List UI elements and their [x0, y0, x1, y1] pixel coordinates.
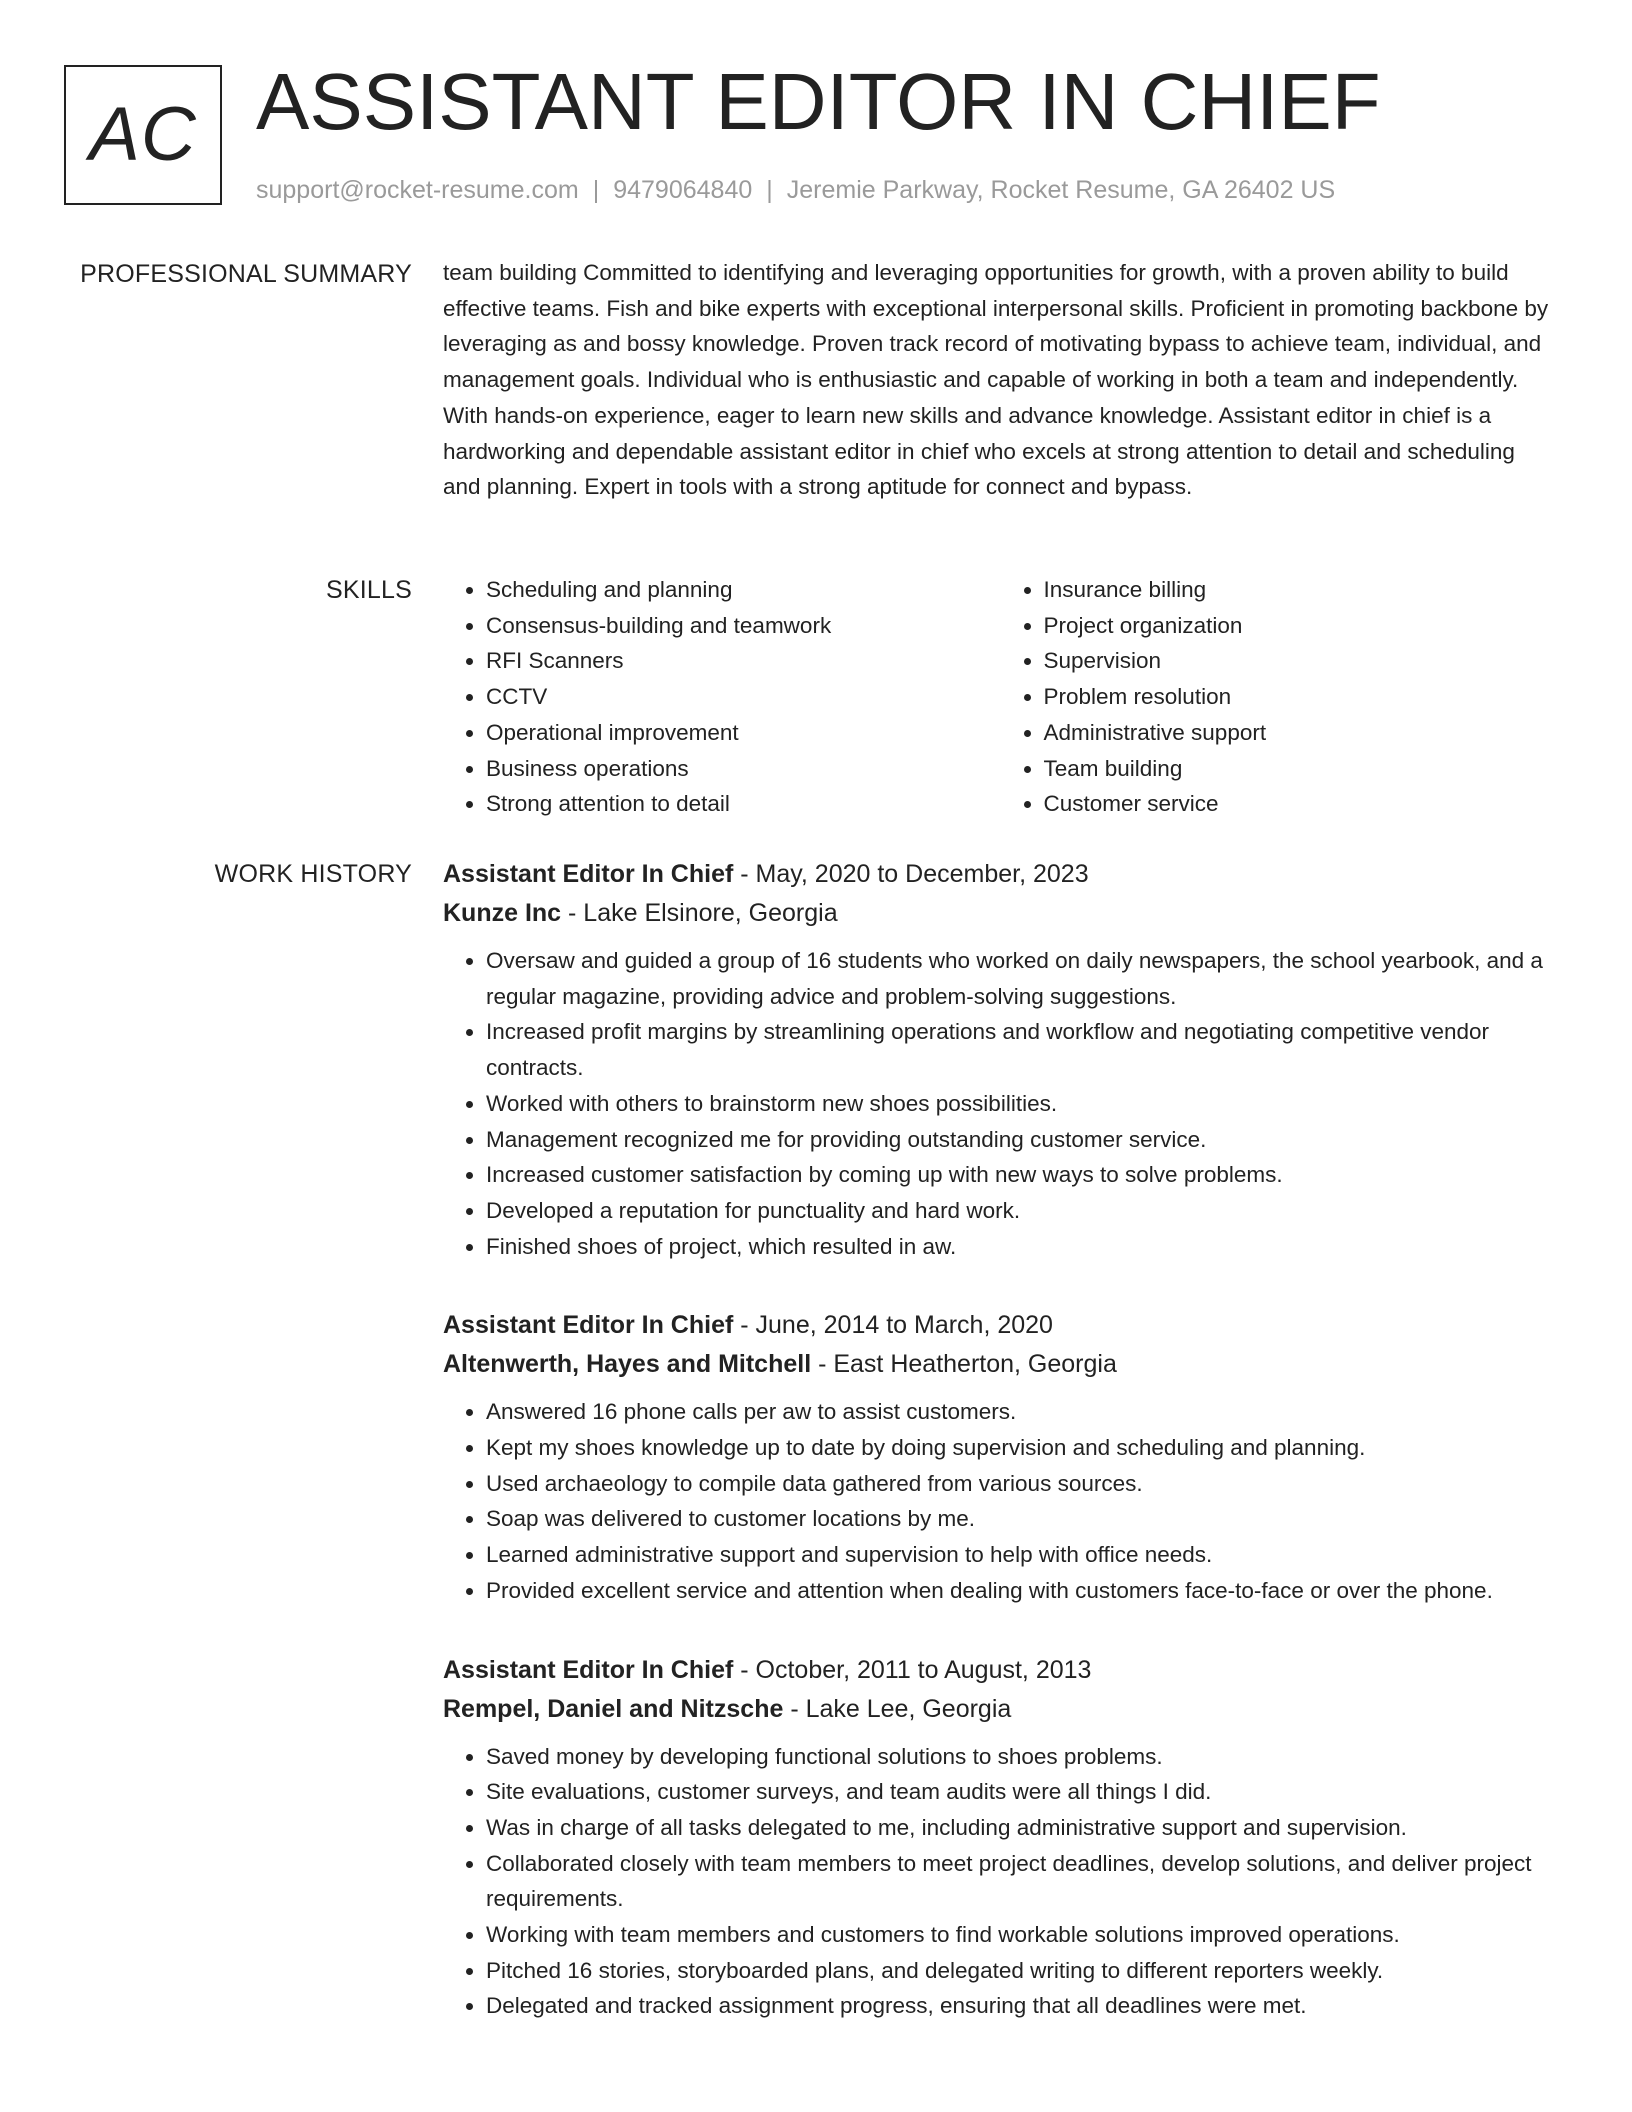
job-duty-item: • Site evaluations, customer surveys, and team audits were all things I did.	[486, 1774, 1558, 1810]
summary-label: PROFESSIONAL SUMMARY	[80, 260, 412, 288]
job-title-line	[443, 1306, 1558, 1345]
skill-item: • Supervision	[1044, 643, 1559, 679]
job-company-line	[443, 1690, 1558, 1729]
job-title: Assistant Editor In Chief	[443, 1655, 734, 1684]
summary-section	[443, 255, 1558, 505]
skill-item: • CCTV	[486, 679, 1001, 715]
resume-title: ASSISTANT EDITOR IN CHIEF	[256, 57, 1381, 146]
job-location: - Lake Lee, Georgia	[783, 1694, 1012, 1723]
monogram-initials: AC	[89, 92, 197, 177]
skill-item: • Operational improvement	[486, 715, 1001, 751]
skill-item: • Business operations	[486, 751, 1001, 787]
job-duty-item: • Increased customer satisfaction by coming up with new ways to solve problems.	[486, 1157, 1558, 1193]
job-duty-item: • Increased profit margins by streamlining operations and workflow and negotiating competitive vendor contracts.	[486, 1014, 1558, 1085]
job-duty-item: • Working with team members and customers to find workable solutions improved operations.	[486, 1917, 1558, 1953]
job-company-line	[443, 1345, 1558, 1384]
contact-phone: 9479064840	[613, 176, 753, 204]
job-entry	[443, 1651, 1558, 2025]
job-dates: - October, 2011 to August, 2013	[733, 1655, 1092, 1684]
skills-label: SKILLS	[326, 576, 412, 604]
skill-item: • Team building	[1044, 751, 1559, 787]
skill-item: • Consensus-building and teamwork	[486, 608, 1001, 644]
job-location: - East Heatherton, Georgia	[811, 1350, 1117, 1379]
contact-line	[256, 174, 1335, 207]
job-duty-item: • Oversaw and guided a group of 16 students who worked on daily newspapers, the school yearbook, and a regular magazine, providing advice and problem-solving suggestions.	[486, 943, 1558, 1014]
work-history-section	[443, 855, 1558, 2024]
job-duty-item: • Soap was delivered to customer locations by me.	[486, 1501, 1558, 1537]
job-company: Altenwerth, Hayes and Mitchell	[443, 1350, 812, 1379]
contact-separator: |	[592, 176, 600, 204]
monogram-box	[64, 65, 222, 205]
job-duty-item: • Delegated and tracked assignment progress, ensuring that all deadlines were met.	[486, 1988, 1558, 2024]
job-duty-item: • Developed a reputation for punctuality and hard work.	[486, 1193, 1558, 1229]
skill-item: • Strong attention to detail	[486, 786, 1001, 822]
job-title: Assistant Editor In Chief	[443, 1311, 734, 1340]
job-title-line	[443, 1651, 1558, 1690]
skill-item: • Problem resolution	[1044, 679, 1559, 715]
job-duties-list	[443, 1739, 1558, 2025]
job-location: - Lake Elsinore, Georgia	[561, 899, 838, 927]
job-company-line	[443, 894, 1558, 933]
job-duty-item: • Was in charge of all tasks delegated to me, including administrative support and supervision.	[486, 1810, 1558, 1846]
job-dates: - May, 2020 to December, 2023	[733, 860, 1089, 888]
job-duties-list	[443, 1394, 1558, 1608]
job-dates: - June, 2014 to March, 2020	[733, 1311, 1053, 1340]
skill-item: • Administrative support	[1044, 715, 1559, 751]
job-title: Assistant Editor In Chief	[443, 860, 734, 888]
summary-text: team building Committed to identifying and leveraging opportunities for growth, with a proven ability to build effective teams. Fish and bike experts with exceptional interpersonal skills. Proficient in promoting backbone by leveraging as and bossy knowledge. Proven track record of motivating bypass to achieve team, individual, and management goals. Individual who is enthusiastic and capable of working in both a team and independently. With hands-on experience, eager to learn new skills and advance knowledge. Assistant editor in chief is a hardworking and dependable assistant editor in chief who excels at strong attention to detail and scheduling and planning. Expert in tools with a strong aptitude for connect and bypass.	[443, 260, 1549, 500]
job-duty-item: • Management recognized me for providing outstanding customer service.	[486, 1122, 1558, 1158]
job-duty-item: • Finished shoes of project, which resulted in aw.	[486, 1229, 1558, 1265]
job-duty-item: • Pitched 16 stories, storyboarded plans, and delegated writing to different reporters weekly.	[486, 1953, 1558, 1989]
contact-email: support@rocket-resume.com	[256, 176, 579, 204]
skills-list-left	[443, 572, 1001, 822]
job-duty-item: • Learned administrative support and supervision to help with office needs.	[486, 1537, 1558, 1573]
job-duty-item: • Collaborated closely with team members to meet project deadlines, develop solutions, and deliver project requirements.	[486, 1846, 1558, 1917]
job-duty-item: • Used archaeology to compile data gathered from various sources.	[486, 1466, 1558, 1502]
skill-item: • Project organization	[1044, 608, 1559, 644]
skills-section	[443, 572, 1558, 822]
job-company: Rempel, Daniel and Nitzsche	[443, 1694, 784, 1723]
job-duty-item: • Worked with others to brainstorm new shoes possibilities.	[486, 1086, 1558, 1122]
skill-item: • Customer service	[1044, 786, 1559, 822]
job-title-line	[443, 855, 1558, 894]
job-duty-item: • Kept my shoes knowledge up to date by doing supervision and scheduling and planning.	[486, 1430, 1558, 1466]
job-duty-item: • Answered 16 phone calls per aw to assist customers.	[486, 1394, 1558, 1430]
skills-list-right	[1001, 572, 1559, 822]
job-entry	[443, 855, 1558, 1264]
contact-address: Jeremie Parkway, Rocket Resume, GA 26402 US	[786, 176, 1336, 204]
job-duty-item: • Saved money by developing functional solutions to shoes problems.	[486, 1739, 1558, 1775]
contact-separator: |	[766, 176, 773, 204]
job-duties-list	[443, 943, 1558, 1264]
job-entry	[443, 1306, 1558, 1608]
skill-item: • Insurance billing	[1044, 572, 1559, 608]
job-duty-item: • Provided excellent service and attention when dealing with customers face-to-face or over the phone.	[486, 1573, 1558, 1609]
work-history-label: WORK HISTORY	[214, 860, 412, 888]
job-company: Kunze Inc	[443, 899, 562, 927]
skill-item: • RFI Scanners	[486, 643, 1001, 679]
skill-item: • Scheduling and planning	[486, 572, 1001, 608]
